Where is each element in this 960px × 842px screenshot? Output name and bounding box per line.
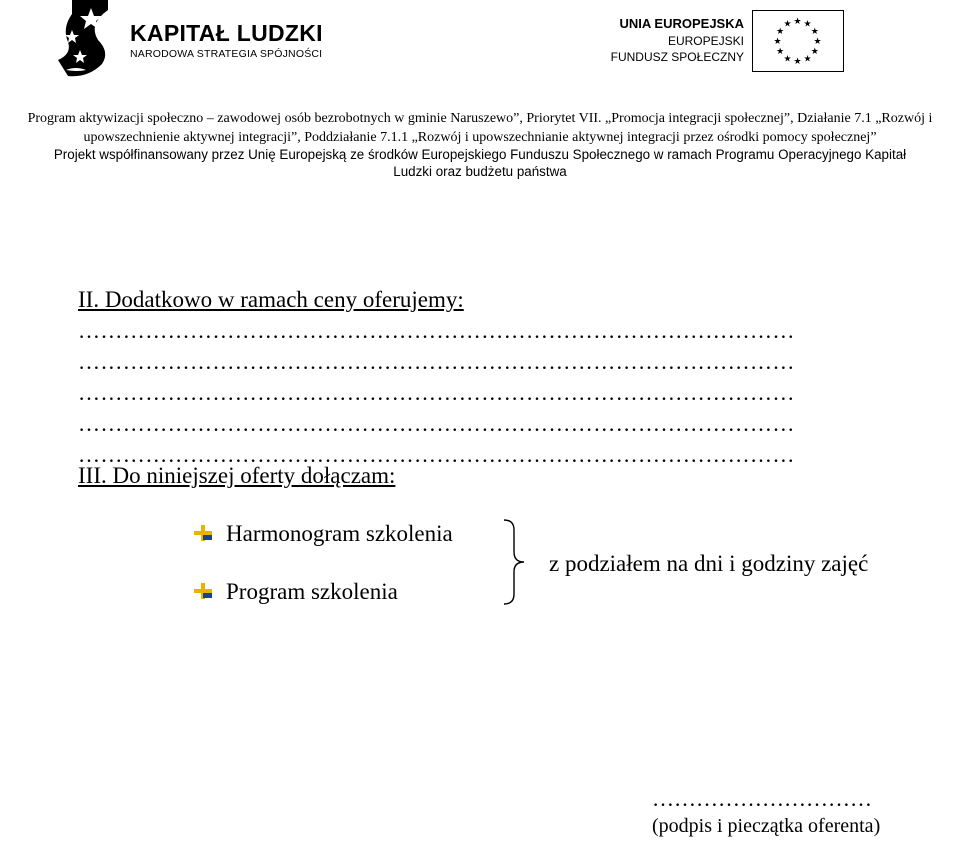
svg-text:★: ★ (803, 19, 812, 30)
eu-flag-icon (752, 10, 844, 72)
kapital-ludzki-subtitle: NARODOWA STRATEGIA SPÓJNOŚCI (130, 48, 323, 60)
program-line-1: Program aktywizacji społeczno – zawodowej osób bezrobotnych w gminie Naruszewo”, Priorytet VII. „Promocja integracji społecznej”, Działanie 7.1 „Rozwój i (27, 111, 933, 126)
svg-text:★: ★ (776, 27, 785, 37)
svg-text:★: ★ (783, 19, 792, 30)
svg-text:★: ★ (803, 54, 812, 65)
dot-line-5: …………………………………………………………………………………… (78, 442, 795, 467)
brace-icon (502, 518, 526, 611)
dot-line-2: …………………………………………………………………………………… (78, 349, 795, 374)
svg-text:★: ★ (810, 27, 819, 37)
section2-title: II. Dodatkowo w ramach ceny oferujemy: (78, 287, 464, 312)
svg-text:★: ★ (793, 57, 802, 67)
eu-logo (612, 10, 852, 74)
signature-dots: ………………………… (652, 786, 872, 811)
cofinance-line-1: Projekt współfinansowany przez Unię Europejską ze środków Europejskiego Funduszu Społecznego w ramach Programu Operacyjnego Kapitał (53, 147, 907, 162)
svg-text:★: ★ (793, 17, 802, 27)
svg-text:★: ★ (773, 37, 782, 47)
eu-logo-line2: EUROPEJSKI (667, 34, 744, 48)
kapital-ludzki-emblem-icon (58, 0, 124, 80)
dot-line-3: …………………………………………………………………………………… (78, 380, 795, 405)
attachment-item-2: Program szkolenia (226, 579, 398, 604)
svg-text:★: ★ (810, 47, 819, 57)
dot-line-1: …………………………………………………………………………………… (78, 318, 795, 343)
svg-text:★: ★ (783, 54, 792, 65)
attachment-item-1: Harmonogram szkolenia (226, 521, 453, 546)
svg-text:★: ★ (776, 47, 785, 57)
svg-text:★: ★ (813, 37, 822, 47)
dot-line-4: …………………………………………………………………………………… (78, 411, 795, 436)
signature-caption: (podpis i pieczątka oferenta) (652, 815, 881, 837)
attachment-note: z podziałem na dni i godziny zajęć (549, 551, 869, 576)
kapital-ludzki-title: KAPITAŁ LUDZKI (130, 20, 323, 46)
program-line-2: upowszechnienie aktywnej integracji”, Poddziałanie 7.1.1 „Rozwój i upowszechnianie aktywnej integracji przez ośrodki pomocy społecznej” (83, 130, 877, 145)
bullet-icon (194, 525, 212, 548)
bullet-icon (194, 583, 212, 606)
eu-logo-line3: FUNDUSZ SPOŁECZNY (610, 50, 744, 64)
kapital-ludzki-logo (58, 0, 323, 80)
section3-title: III. Do niniejszej oferty dołączam: (78, 463, 396, 488)
cofinance-line-2: Ludzki oraz budżetu państwa (393, 164, 567, 179)
eu-logo-line1: UNIA EUROPEJSKA (619, 16, 744, 31)
